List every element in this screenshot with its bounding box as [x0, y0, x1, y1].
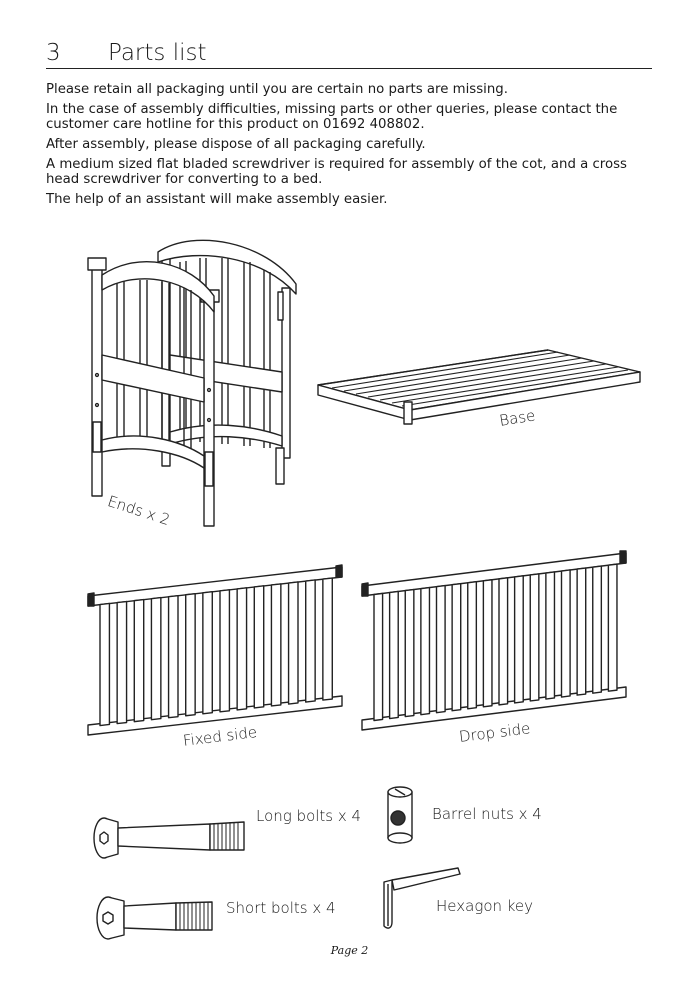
ends-label: Ends x 2 [105, 492, 173, 529]
intro-paragraph: After assembly, please dispose of all packaging carefully. [46, 137, 426, 152]
drop-side-drawing [362, 551, 626, 730]
short-bolt-drawing [97, 897, 212, 939]
section-number: 3 [46, 40, 61, 66]
intro-paragraph: The help of an assistant will make assembly easier. [46, 192, 388, 207]
intro-paragraph: A medium sized flat bladed screwdriver is required for assembly of the cot, and a cross head screwdriver for converting to a bed. [46, 157, 627, 187]
short-bolts-label: Short bolts x 4 [226, 899, 336, 917]
intro-paragraph: In the case of assembly difficulties, missing parts or other queries, please contact the customer care hotline for this product on 01692 408802. [46, 102, 618, 132]
intro-paragraph: Please retain all packaging until you are certain no parts are missing. [46, 82, 508, 97]
base-drawing [318, 350, 640, 424]
barrel-nuts-label: Barrel nuts x 4 [432, 805, 542, 823]
section-title: Parts list [108, 40, 207, 66]
drop-side-label: Drop side [458, 719, 532, 746]
long-bolt-drawing [94, 818, 244, 858]
hexagon-key-label: Hexagon key [436, 897, 534, 915]
barrel-nut-drawing [388, 787, 412, 843]
page-number: Page 2 [330, 944, 369, 957]
fixed-side-label: Fixed side [182, 722, 259, 750]
long-bolts-label: Long bolts x 4 [256, 807, 362, 825]
base-label: Base [498, 406, 537, 430]
fixed-side-drawing [88, 565, 342, 735]
